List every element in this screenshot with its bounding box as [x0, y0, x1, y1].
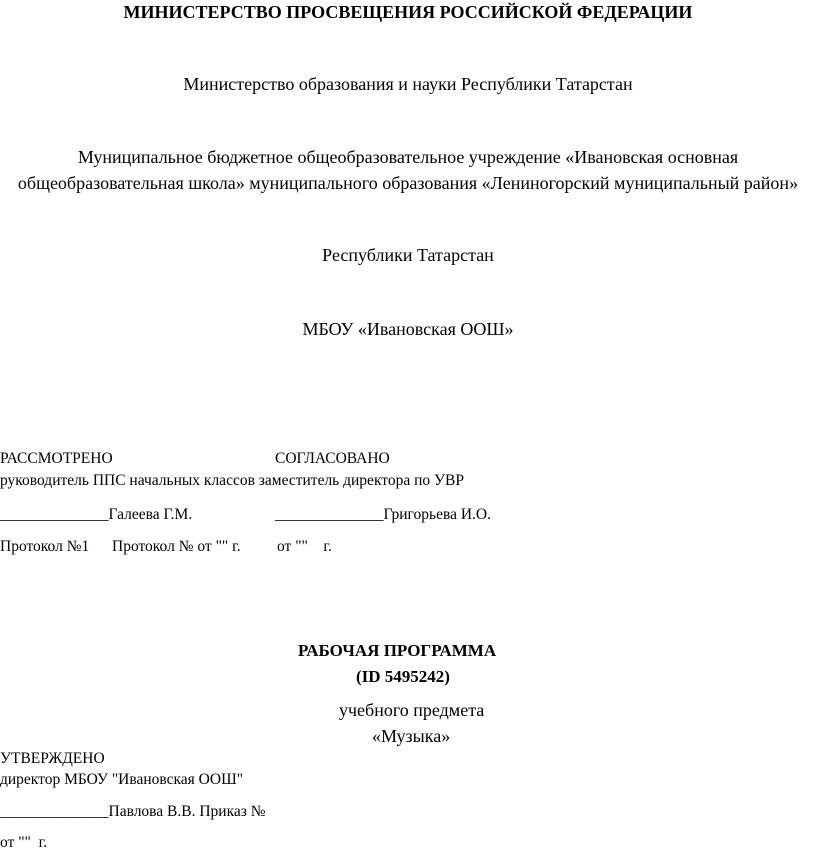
agreed-label: СОГЛАСОВАНО [275, 450, 390, 467]
agreed-signature: ______________Григорьева И.О. [275, 506, 491, 523]
approved-date: от "" г. [0, 834, 48, 851]
roles-line: руководитель ППС начальных классов заместитель директора по УВР [0, 472, 464, 489]
program-title: РАБОЧАЯ ПРОГРАММА [298, 641, 497, 660]
subject-name: «Музыка» [372, 726, 451, 746]
agreed-protocol: Протокол № от "" г. [112, 538, 241, 555]
reviewed-protocol: Протокол №1 [0, 538, 90, 555]
republic-line: Республики Татарстан [322, 245, 494, 265]
reviewed-signature: ______________Галеева Г.М. [0, 506, 193, 523]
institution-name-line2: общеобразовательная школа» муниципального образования «Лениногорский муниципальный район» [17, 173, 799, 193]
approved-signature: ______________Павлова В.В. Приказ № [0, 803, 266, 820]
institution-name-line1: Муниципальное бюджетное общеобразовательное учреждение «Ивановская основная [77, 147, 739, 167]
federal-ministry-heading: МИНИСТЕРСТВО ПРОСВЕЩЕНИЯ РОССИЙСКОЙ ФЕДЕРАЦИИ [123, 2, 693, 22]
reviewed-label: РАССМОТРЕНО [0, 450, 113, 467]
school-short-name: МБОУ «Ивановская ООШ» [302, 319, 514, 339]
program-id: (ID 5495242) [356, 667, 450, 686]
regional-ministry-heading: Министерство образования и науки Республики Татарстан [183, 74, 633, 94]
approved-role: директор МБОУ "Ивановская ООШ" [0, 771, 244, 788]
subject-label: учебного предмета [339, 700, 485, 720]
protocol-date: от "" г. [277, 538, 332, 555]
approved-label: УТВЕРЖДЕНО [0, 750, 105, 767]
